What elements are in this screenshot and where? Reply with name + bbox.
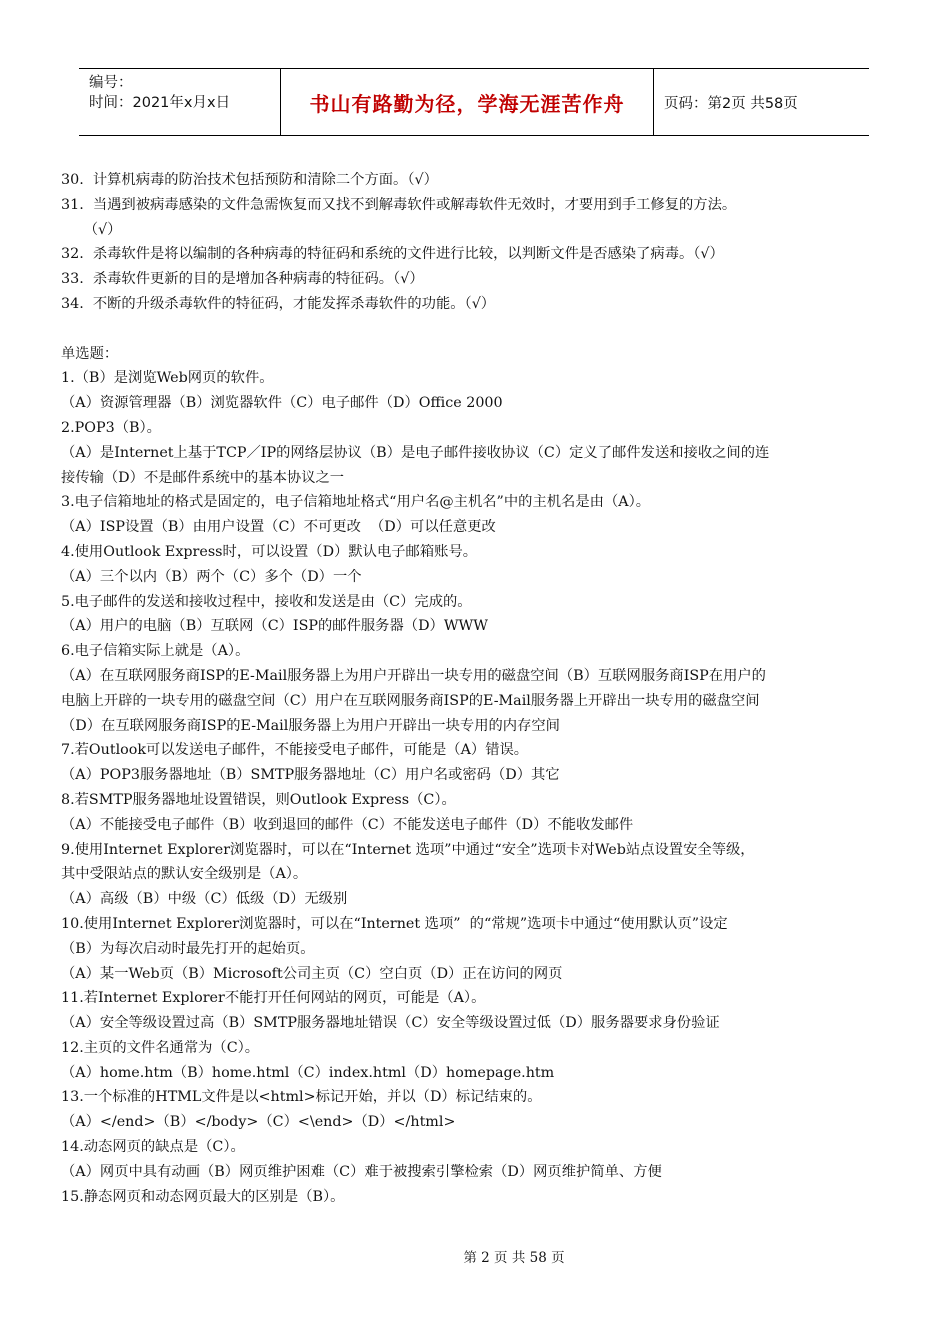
text-line: 2.POP3（B）。: [61, 419, 161, 436]
page-footer: 第 2 页 共 58 页: [463, 1250, 565, 1266]
text-line: （B）为每次启动时最先打开的起始页。: [61, 940, 315, 957]
text-line: 1.（B）是浏览Web网页的软件。: [61, 370, 274, 387]
text-line: 6.电子信箱实际上就是（A）。: [61, 643, 250, 660]
text-line: 其中受限站点的默认安全级别是（A）。: [61, 866, 308, 883]
header-page-info: 页码：第2页 共58页: [664, 95, 798, 112]
text-line: 13.一个标准的HTML文件是以<html>标记开始，并以（D）标记结束的。: [61, 1089, 542, 1106]
header-motto: 书山有路勤为径，学海无涯苦作舟: [281, 69, 654, 135]
text-line: （A）资源管理器（B）浏览器软件（C）电子邮件（D）Office 2000: [61, 395, 503, 412]
number-label: 编号：: [89, 75, 133, 91]
text-line: 电脑上开辟的一块专用的磁盘空间（C）用户在互联网服务商ISP的E-Mail服务器上开辟出一块专用的磁盘空间: [61, 692, 760, 709]
text-line: 3.电子信箱地址的格式是固定的，电子信箱地址格式“用户名@主机名”中的主机名是由（A）。: [61, 494, 651, 511]
text-line: 接传输（D）不是邮件系统中的基本协议之一: [61, 469, 345, 486]
text-line: （A）不能接受电子邮件（B）收到退回的邮件（C）不能发送电子邮件（D）不能收发邮件: [61, 816, 634, 833]
text-line: 30. 计算机病毒的防治技术包括预防和清除二个方面。（√）: [61, 172, 438, 188]
text-line: 14.动态网页的缺点是（C）。: [61, 1139, 245, 1156]
text-line: （A）在互联网服务商ISP的E-Mail服务器上为用户开辟出一块专用的磁盘空间（B）互联网服务商ISP在用户的: [61, 667, 766, 684]
document-body: [61, 168, 889, 1209]
text-line: 7.若Outlook可以发送电子邮件，不能接受电子邮件，可能是（A）错误。: [61, 742, 529, 759]
text-line: （A）高级（B）中级（C）低级（D）无级别: [61, 891, 348, 908]
text-line: （A）三个以内（B）两个（C）多个（D）一个: [61, 568, 362, 585]
header-meta: [79, 69, 281, 135]
text-line: （A）是Internet上基于TCP／IP的网络层协议（B）是电子邮件接收协议（C）定义了邮件发送和接收之间的连: [61, 444, 770, 461]
text-line: 10.使用Internet Explorer浏览器时，可以在“Internet 选项” 的“常规”选项卡中通过“使用默认页”设定: [61, 915, 728, 932]
text-line: 34. 不断的升级杀毒软件的特征码，才能发挥杀毒软件的功能。（√）: [61, 295, 496, 312]
text-line: （√）: [61, 221, 122, 238]
date-label: 时间：2021年x月x日: [89, 95, 231, 111]
text-line: （A）某一Web页（B）Microsoft公司主页（C）空白页（D）正在访问的网页: [61, 965, 563, 982]
text-line: 33. 杀毒软件更新的目的是增加各种病毒的特征码。（√）: [61, 271, 424, 288]
text-line: （A）</end>（B）</body>（C）<\end>（D）</html>: [61, 1114, 456, 1131]
text-line: 12.主页的文件名通常为（C）。: [61, 1039, 260, 1056]
text-line: 5.电子邮件的发送和接收过程中，接收和发送是由（C）完成的。: [61, 593, 472, 610]
text-line: 4.使用Outlook Express时，可以设置（D）默认电子邮箱账号。: [61, 543, 478, 560]
text-line: 11.若Internet Explorer不能打开任何网站的网页，可能是（A）。: [61, 990, 486, 1007]
text-line: 8.若SMTP服务器地址设置错误，则Outlook Express（C）。: [61, 791, 456, 808]
text-line: 31. 当遇到被病毒感染的文件急需恢复而又找不到解毒软件或解毒软件无效时，才要用到手工修复的方法。: [61, 196, 737, 213]
text-line: 单选题：: [61, 345, 119, 362]
text-line: （A）用户的电脑（B）互联网（C）ISP的邮件服务器（D）WWW: [61, 618, 488, 635]
text-line: （A）home.htm（B）home.html（C）index.html（D）homepage.htm: [61, 1064, 555, 1081]
text-line: 32. 杀毒软件是将以编制的各种病毒的特征码和系统的文件进行比较，以判断文件是否感染了病毒。（√）: [61, 246, 724, 263]
page-header: [79, 68, 869, 136]
text-line: 15.静态网页和动态网页最大的区别是（B）。: [61, 1188, 345, 1205]
text-line: （D）在互联网服务商ISP的E-Mail服务器上为用户开辟出一块专用的内存空间: [61, 717, 560, 734]
text-line: （A）ISP设置（B）由用户设置（C）不可更改 （D）可以任意更改: [61, 519, 496, 536]
text-line: （A）安全等级设置过高（B）SMTP服务器地址错误（C）安全等级设置过低（D）服务器要求身份验证: [61, 1015, 720, 1032]
blank-line: [61, 317, 889, 342]
text-line: （A）网页中具有动画（B）网页维护困难（C）难于被搜索引擎检索（D）网页维护简单、方便: [61, 1163, 662, 1180]
text-line: 9.使用Internet Explorer浏览器时，可以在“Internet 选项”中通过“安全”选项卡对Web站点设置安全等级，: [61, 841, 755, 858]
text-line: （A）POP3服务器地址（B）SMTP服务器地址（C）用户名或密码（D）其它: [61, 767, 560, 784]
